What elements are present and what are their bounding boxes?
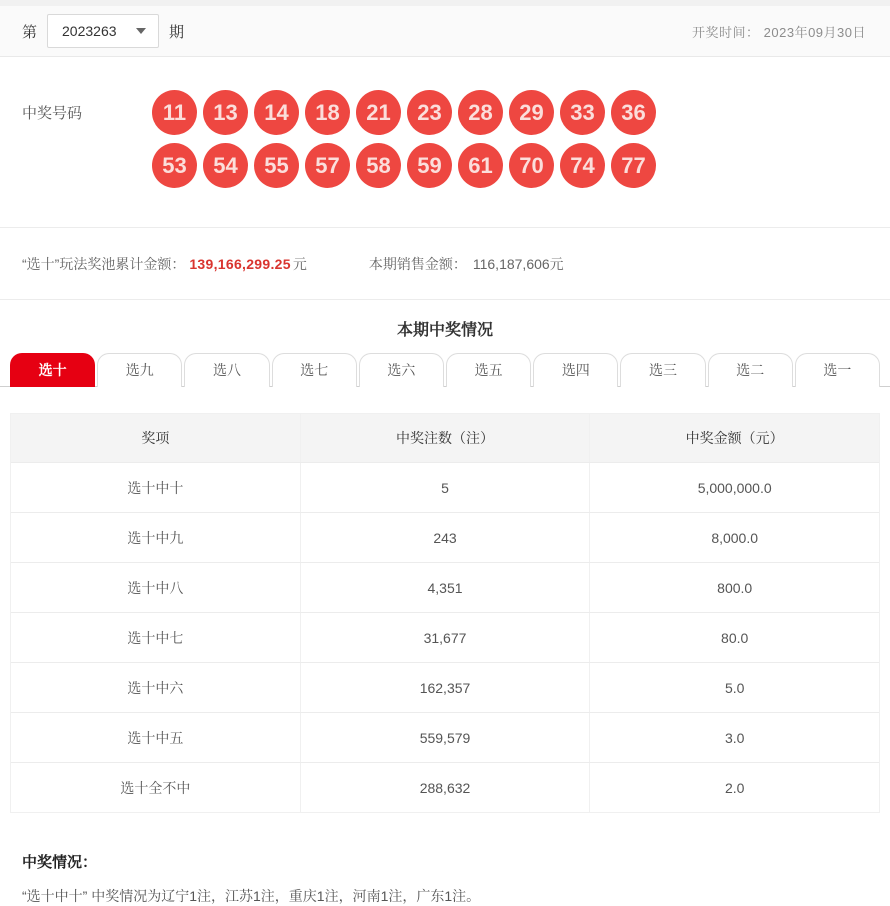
winning-numbers-label: 中奖号码 xyxy=(22,105,83,122)
section-title: 本期中奖情况 xyxy=(396,322,493,339)
winning-number-ball: 21 xyxy=(356,90,401,135)
issue-prefix-label: 第 xyxy=(22,23,38,41)
winning-number-ball: 13 xyxy=(203,90,248,135)
play-tab[interactable]: 选六 xyxy=(359,353,444,387)
play-tab[interactable]: 选七 xyxy=(272,353,357,387)
footer-title: 中奖情况： xyxy=(22,854,98,871)
winning-number-ball: 59 xyxy=(407,143,452,188)
winning-number-ball: 55 xyxy=(254,143,299,188)
table-header-cell: 奖项 xyxy=(11,414,301,462)
table-cell: 4,351 xyxy=(301,563,591,612)
winning-number-ball: 33 xyxy=(560,90,605,135)
winning-number-ball: 53 xyxy=(152,143,197,188)
winning-number-ball: 58 xyxy=(356,143,401,188)
table-row xyxy=(11,512,879,562)
chevron-down-icon xyxy=(136,28,146,34)
table-cell: 选十中七 xyxy=(11,613,301,662)
winning-number-ball: 28 xyxy=(458,90,503,135)
table-cell: 选十全不中 xyxy=(11,763,301,812)
sales-label: 本期销售金额： xyxy=(368,255,467,272)
winning-numbers-grid xyxy=(152,90,656,188)
table-cell: 288,632 xyxy=(301,763,591,812)
winning-number-ball: 36 xyxy=(611,90,656,135)
table-cell: 243 xyxy=(301,513,591,562)
winning-numbers-section xyxy=(0,57,890,188)
prize-table xyxy=(10,413,880,813)
winning-number-ball: 70 xyxy=(509,143,554,188)
table-cell: 2.0 xyxy=(724,779,745,796)
issue-select-value: 2023263 xyxy=(62,23,117,39)
play-tab[interactable]: 选二 xyxy=(708,353,793,387)
table-cell: 选十中八 xyxy=(11,563,301,612)
winning-number-ball: 18 xyxy=(305,90,350,135)
winning-number-ball: 11 xyxy=(152,90,197,135)
table-row xyxy=(11,762,879,812)
draw-time-value: 2023年09月30日 xyxy=(763,24,866,40)
play-tab[interactable]: 选四 xyxy=(533,353,618,387)
winning-number-ball: 14 xyxy=(254,90,299,135)
pool-sales-row xyxy=(0,228,890,300)
table-cell: 5 xyxy=(301,463,591,512)
play-tab[interactable]: 选八 xyxy=(184,353,269,387)
table-row xyxy=(11,562,879,612)
footer-detail: “选十中十” 中奖情况为辽宁1注，江苏1注，重庆1注，河南1注，广东1注。 xyxy=(22,888,481,904)
table-cell: 559,579 xyxy=(301,713,591,762)
table-header-cell: 中奖注数（注） xyxy=(301,414,591,462)
table-row xyxy=(11,712,879,762)
jackpot-label: “选十”玩法奖池累计金额： xyxy=(22,255,186,272)
winning-number-ball: 54 xyxy=(203,143,248,188)
table-cell: 8,000.0 xyxy=(711,529,759,546)
play-tab[interactable]: 选三 xyxy=(620,353,705,387)
table-cell: 800.0 xyxy=(717,579,753,596)
play-tab[interactable]: 选九 xyxy=(97,353,182,387)
play-tab[interactable]: 选一 xyxy=(795,353,880,387)
table-cell: 5.0 xyxy=(724,679,745,696)
table-cell: 162,357 xyxy=(301,663,591,712)
winning-number-ball: 74 xyxy=(560,143,605,188)
issue-select[interactable] xyxy=(47,14,159,48)
winning-number-ball: 77 xyxy=(611,143,656,188)
winning-number-ball: 61 xyxy=(458,143,503,188)
table-cell: 80.0 xyxy=(721,629,749,646)
table-cell: 31,677 xyxy=(301,613,591,662)
ball-row xyxy=(152,90,656,135)
ball-row xyxy=(152,143,656,188)
table-cell: 选十中六 xyxy=(11,663,301,712)
jackpot-unit: 元 xyxy=(292,255,307,272)
table-header-cell: 中奖金额（元） xyxy=(685,430,784,446)
draw-time-label: 开奖时间： xyxy=(692,24,760,40)
table-cell: 选十中十 xyxy=(11,463,301,512)
winning-number-ball: 57 xyxy=(305,143,350,188)
issue-suffix-label: 期 xyxy=(169,23,185,41)
jackpot-value: 139,166,299.25 xyxy=(189,255,291,272)
table-row xyxy=(11,662,879,712)
table-header-row xyxy=(11,414,879,462)
tabs-wrap xyxy=(0,353,890,387)
table-cell: 选十中五 xyxy=(11,713,301,762)
play-tab[interactable]: 选五 xyxy=(446,353,531,387)
table-row xyxy=(11,612,879,662)
table-cell: 3.0 xyxy=(724,729,745,746)
winning-number-ball: 29 xyxy=(509,90,554,135)
table-cell: 选十中九 xyxy=(11,513,301,562)
table-body xyxy=(11,462,879,812)
header-bar xyxy=(0,6,890,57)
draw-time xyxy=(692,22,866,41)
play-tab[interactable]: 选十 xyxy=(10,353,95,387)
table-cell: 5,000,000.0 xyxy=(697,479,772,496)
issue-selector-group xyxy=(22,14,184,48)
winning-number-ball: 23 xyxy=(407,90,452,135)
play-tabs xyxy=(0,353,890,386)
sales-value: 116,187,606元 xyxy=(472,255,564,272)
table-row xyxy=(11,462,879,512)
